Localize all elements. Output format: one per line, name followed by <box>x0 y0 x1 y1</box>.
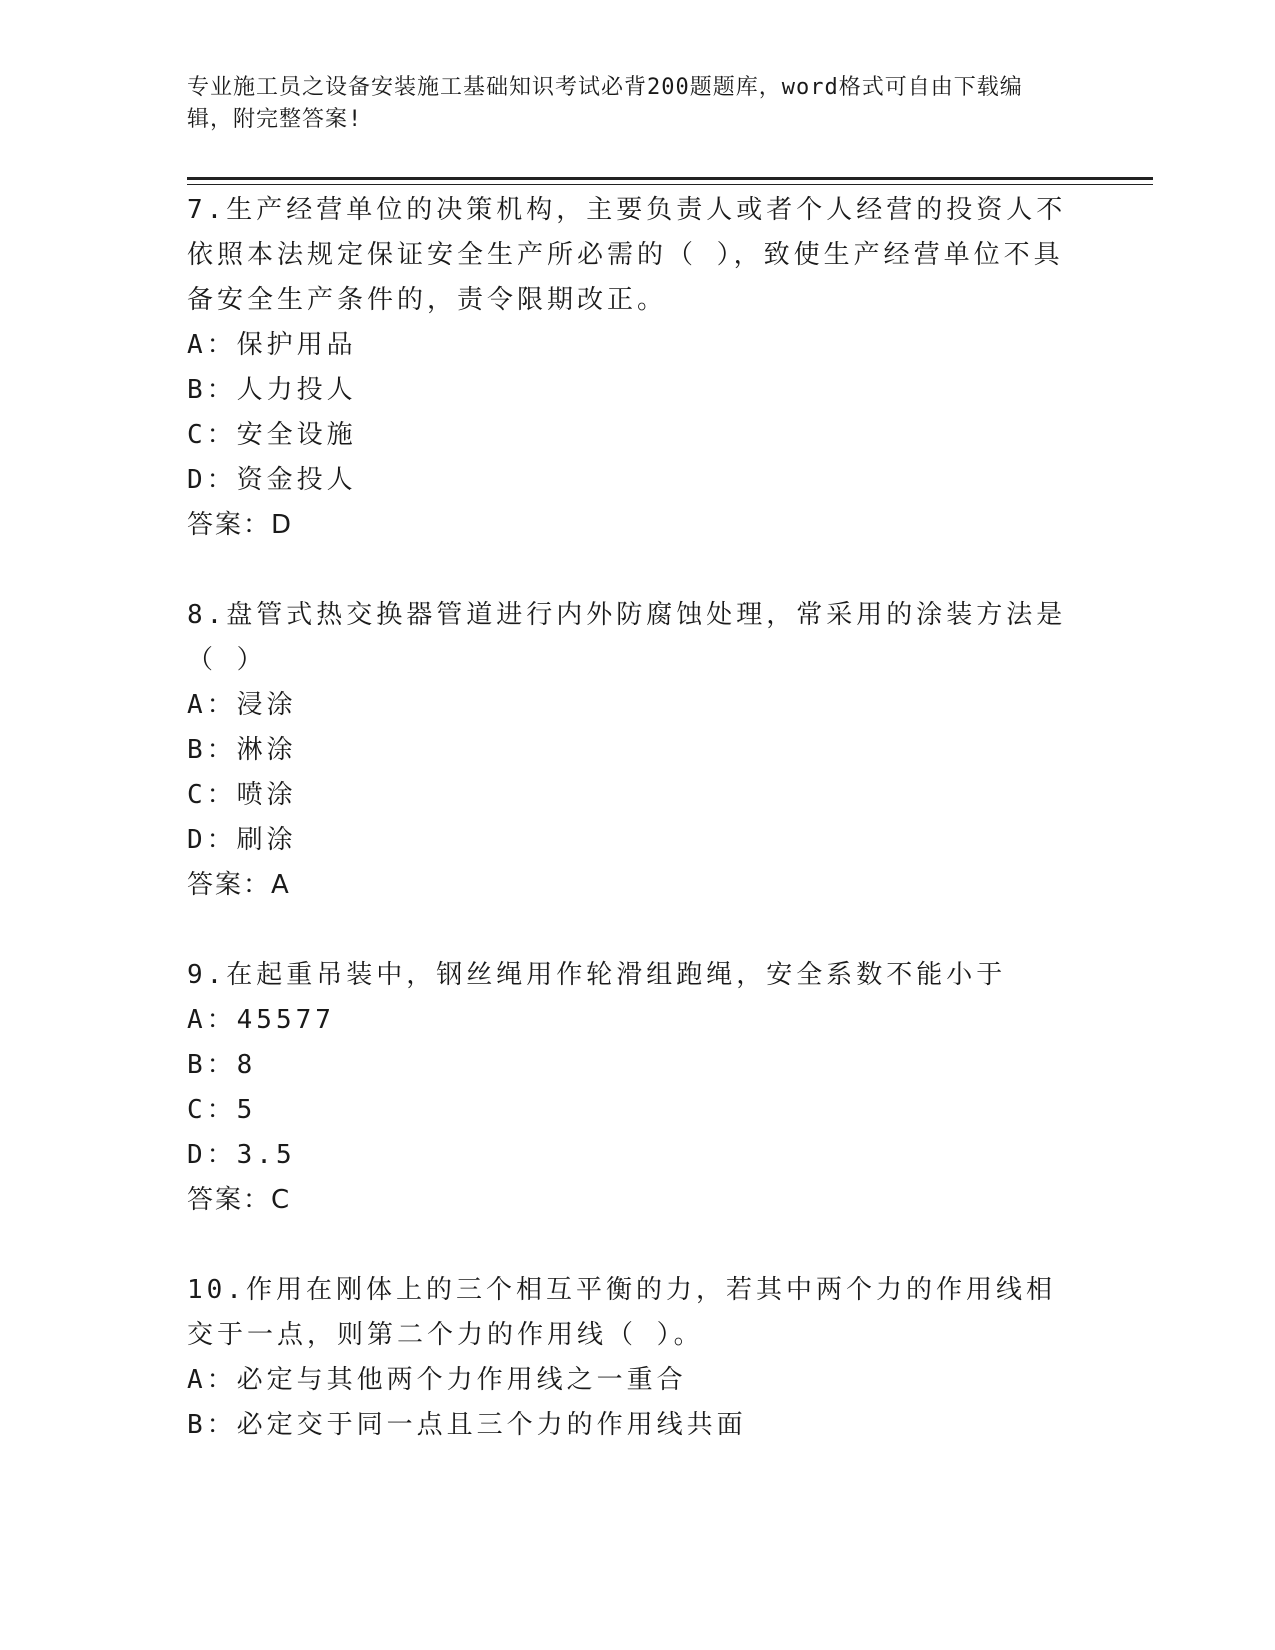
option-d: D：3.5 <box>187 1140 296 1170</box>
question-stem: 7.生产经营单位的决策机构，主要负责人或者个人经营的投资人不依照本法规定保证安全生产所必需的（ ），致使生产经营单位不具备安全生产条件的，责令限期改正。 <box>187 195 1067 315</box>
question-list <box>187 188 1087 1448</box>
question-8 <box>187 593 1087 908</box>
question-9 <box>187 953 1087 1223</box>
option-a: A：45577 <box>187 1005 335 1035</box>
question-10 <box>187 1268 1087 1448</box>
question-stem: 9.在起重吊装中，钢丝绳用作轮滑组跑绳，安全系数不能小于 <box>187 960 1007 990</box>
answer-line: 答案：D <box>187 510 294 540</box>
option-b: B：8 <box>187 1050 257 1080</box>
option-d: D：资金投人 <box>187 465 357 495</box>
option-a: A：浸涂 <box>187 690 297 720</box>
spacer <box>187 548 1087 593</box>
option-b: B：淋涂 <box>187 735 297 765</box>
option-c: C：喷涂 <box>187 780 297 810</box>
option-a: A：必定与其他两个力作用线之一重合 <box>187 1365 687 1395</box>
header-divider-thick <box>187 177 1153 180</box>
option-b: B：人力投人 <box>187 375 357 405</box>
question-7 <box>187 188 1087 548</box>
question-stem: 10.作用在刚体上的三个相互平衡的力，若其中两个力的作用线相交于一点，则第二个力的作用线（ ）。 <box>187 1275 1056 1350</box>
header-divider-thin <box>187 184 1153 185</box>
answer-line: 答案：A <box>187 870 291 900</box>
spacer <box>187 908 1087 953</box>
option-c: C：安全设施 <box>187 420 357 450</box>
option-b: B：必定交于同一点且三个力的作用线共面 <box>187 1410 747 1440</box>
spacer <box>187 1223 1087 1268</box>
option-a: A：保护用品 <box>187 330 357 360</box>
option-d: D：刷涂 <box>187 825 297 855</box>
document-header: 专业施工员之设备安装施工基础知识考试必背200题题库，word格式可自由下载编辑，附完整答案! <box>187 75 1023 132</box>
answer-line: 答案：C <box>187 1185 292 1215</box>
question-stem: 8.盘管式热交换器管道进行内外防腐蚀处理，常采用的涂装方法是（ ） <box>187 600 1067 675</box>
option-c: C：5 <box>187 1095 257 1125</box>
